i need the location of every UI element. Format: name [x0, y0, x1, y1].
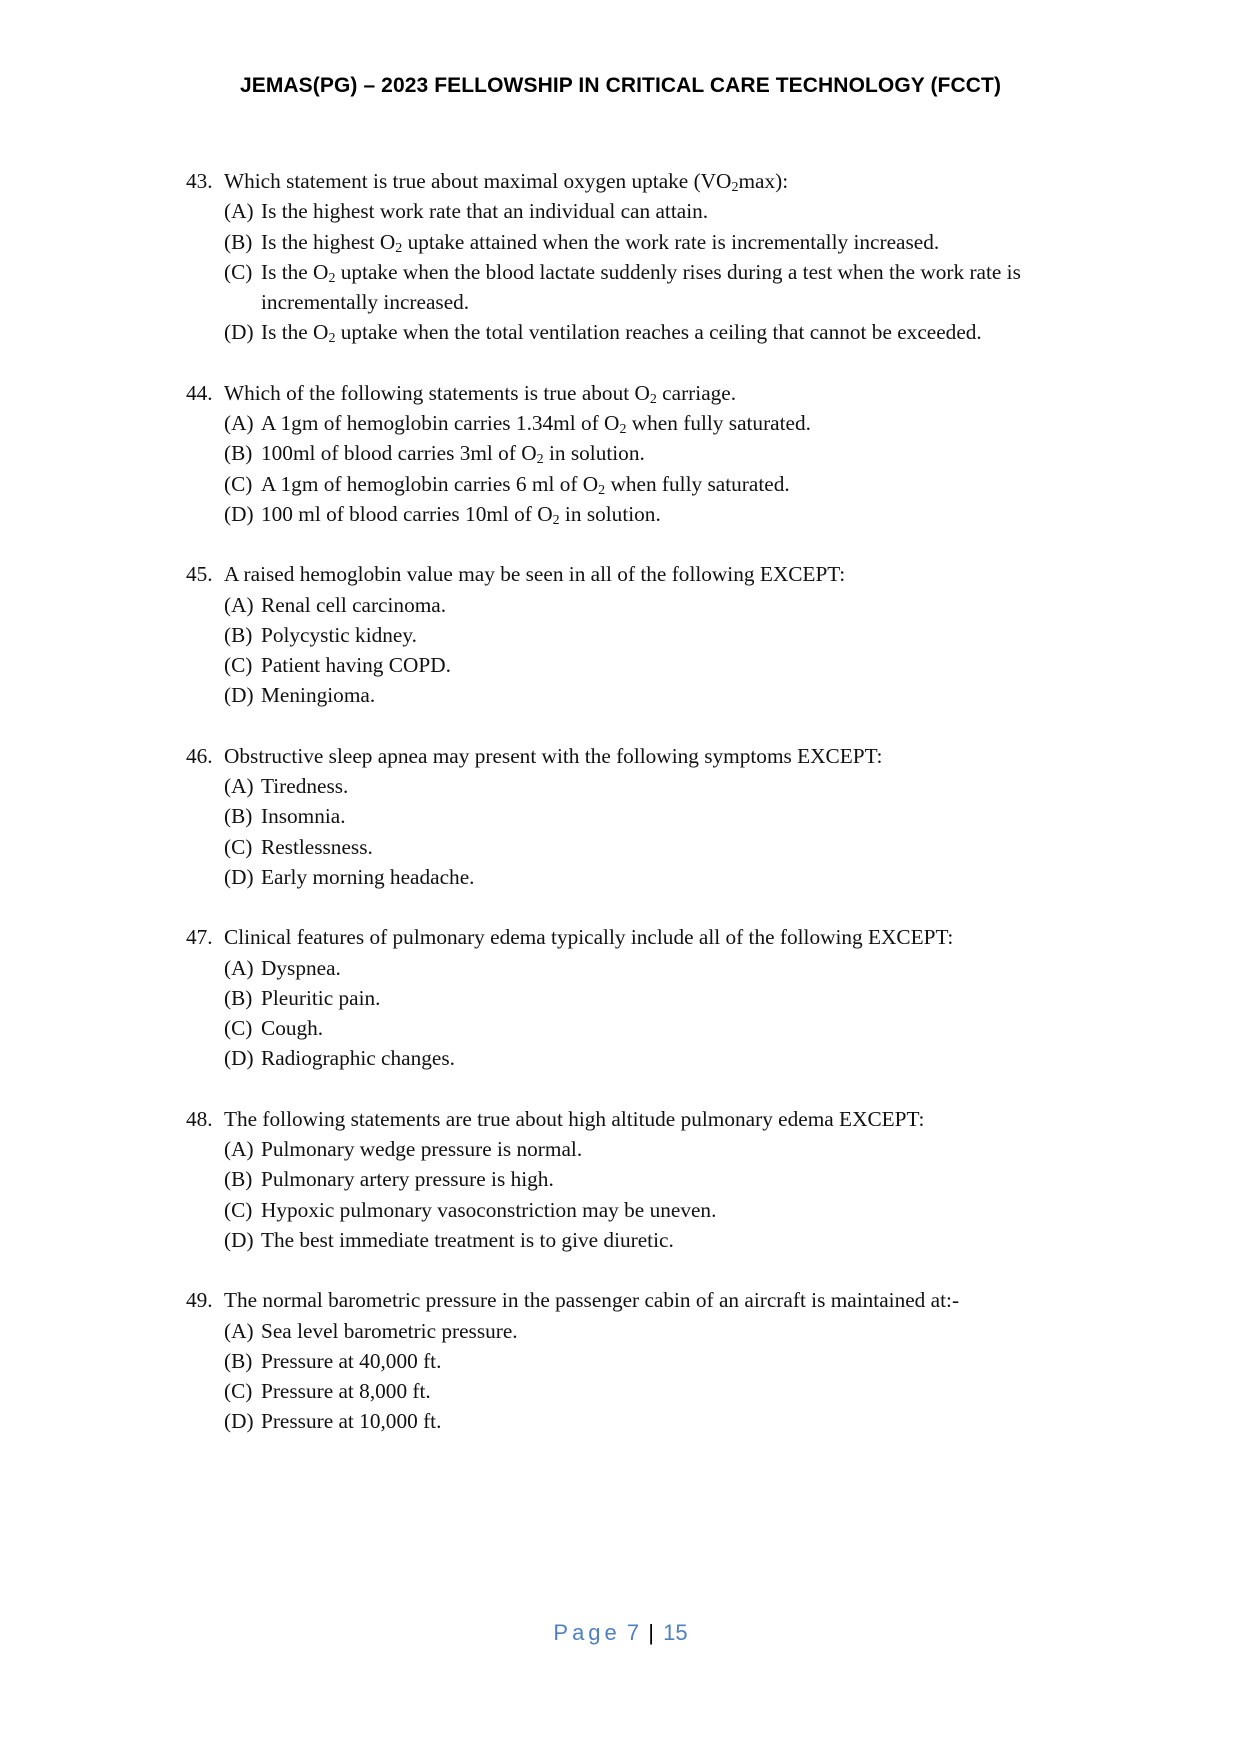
option-text: Polycystic kidney.: [261, 622, 417, 647]
option-text: Hypoxic pulmonary vasoconstriction may be uneven.: [261, 1197, 717, 1222]
question-text: The normal barometric pressure in the passenger cabin of an aircraft is maintained at:-: [224, 1288, 960, 1313]
option-b: [186, 801, 1086, 831]
option-label: (B): [224, 1167, 253, 1192]
page-footer: [0, 1620, 1241, 1646]
option-text: Pleuritic pain.: [261, 985, 381, 1010]
option-label: (D): [224, 683, 254, 708]
question-stem: [186, 922, 1086, 952]
question-stem: [186, 741, 1086, 771]
option-label: (C): [224, 259, 253, 284]
option-text: Pressure at 10,000 ft.: [261, 1409, 442, 1434]
option-text: Early morning headache.: [261, 864, 475, 889]
question-49: [186, 1285, 1086, 1436]
option-text: Renal cell carcinoma.: [261, 592, 447, 617]
option-text: A 1gm of hemoglobin carries 1.34ml of $O_2$ when fully saturated.: [261, 411, 811, 438]
option-text: Dyspnea.: [261, 955, 341, 980]
option-c: [186, 1376, 1086, 1406]
question-stem: [186, 166, 1086, 196]
option-a: [186, 590, 1086, 620]
option-label: (B): [224, 229, 253, 254]
option-label: (B): [224, 985, 253, 1010]
option-b: [186, 227, 1086, 257]
option-text: Patient having COPD.: [261, 653, 451, 678]
option-text: Sea level barometric pressure.: [261, 1318, 518, 1343]
option-label: (C): [224, 1197, 253, 1222]
option-d: [186, 499, 1086, 529]
option-c: [186, 257, 1086, 318]
question-44: [186, 378, 1086, 529]
question-text: Clinical features of pulmonary edema typically include all of the following EXCEPT:: [224, 925, 954, 950]
option-c: [186, 1195, 1086, 1225]
option-d: [186, 1225, 1086, 1255]
option-label: (A): [224, 955, 254, 980]
option-c: [186, 469, 1086, 499]
option-a: [186, 196, 1086, 226]
option-text: The best immediate treatment is to give diuretic.: [261, 1227, 674, 1252]
option-text: Is the highest $O_2$ uptake attained when the work rate is incrementally increased.: [261, 229, 940, 256]
question-text: A raised hemoglobin value may be seen in all of the following EXCEPT:: [224, 562, 846, 587]
header-title: JEMAS(PG) – 2023 FELLOWSHIP IN CRITICAL CARE TECHNOLOGY (FCCT): [239, 74, 1002, 97]
option-c: [186, 832, 1086, 862]
question-45: [186, 559, 1086, 710]
option-text: Is the highest work rate that an individual can attain.: [261, 199, 709, 224]
option-label: (A): [224, 1318, 254, 1343]
option-label: (A): [224, 411, 254, 436]
option-label: (C): [224, 834, 253, 859]
option-label: (D): [224, 1227, 254, 1252]
option-c: [186, 1013, 1086, 1043]
total-pages: 15: [663, 1620, 688, 1645]
page-separator: |: [648, 1620, 654, 1645]
question-number: 44.: [186, 380, 213, 405]
option-label: (D): [224, 320, 254, 345]
option-label: (C): [224, 471, 253, 496]
option-c: [186, 650, 1086, 680]
option-text: A 1gm of hemoglobin carries 6 ml of $O_2$ when fully saturated.: [261, 471, 790, 498]
option-label: (A): [224, 199, 254, 224]
question-number: 43.: [186, 169, 213, 193]
option-a: [186, 771, 1086, 801]
question-48: [186, 1104, 1086, 1255]
option-text: Radiographic changes.: [261, 1046, 455, 1071]
option-text: Cough.: [261, 1016, 324, 1041]
option-a: [186, 408, 1086, 438]
option-d: [186, 1406, 1086, 1436]
option-text: Meningioma.: [261, 683, 376, 708]
option-text: Pulmonary wedge pressure is normal.: [261, 1137, 583, 1162]
option-d: [186, 317, 1086, 347]
question-text: Obstructive sleep apnea may present with the following symptoms EXCEPT:: [224, 743, 883, 768]
option-text: Is the $O_2$ uptake when the total ventilation reaches a ceiling that cannot be exceeded.: [261, 320, 982, 347]
option-label: (A): [224, 592, 254, 617]
question-number: 45.: [186, 562, 213, 587]
option-a: [186, 953, 1086, 983]
option-text: 100ml of blood carries 3ml of $O_2$ in solution.: [261, 441, 645, 468]
option-d: [186, 680, 1086, 710]
page-word: Page: [553, 1620, 621, 1645]
option-label: (A): [224, 774, 254, 799]
option-label: (B): [224, 622, 253, 647]
option-b: [186, 1164, 1086, 1194]
question-number: 47.: [186, 925, 213, 950]
question-number: 46.: [186, 743, 213, 768]
option-label: (B): [224, 441, 253, 466]
question-number: 49.: [186, 1288, 213, 1313]
option-d: [186, 862, 1086, 892]
option-label: (B): [224, 804, 253, 829]
option-text: Restlessness.: [261, 834, 373, 859]
option-d: [186, 1043, 1086, 1073]
question-47: [186, 922, 1086, 1073]
option-label: (D): [224, 1046, 254, 1071]
page-header: [0, 74, 1241, 98]
option-a: [186, 1134, 1086, 1164]
question-stem: [186, 1104, 1086, 1134]
question-text: The following statements are true about high altitude pulmonary edema EXCEPT:: [224, 1106, 925, 1131]
option-b: [186, 983, 1086, 1013]
question-text: Which statement is true about maximal oxygen uptake $(VO_2\max)$:: [224, 169, 789, 195]
page-number: 7: [626, 1620, 640, 1645]
question-number: 48.: [186, 1106, 213, 1131]
option-label: (B): [224, 1348, 253, 1373]
option-a: [186, 1316, 1086, 1346]
option-b: [186, 620, 1086, 650]
question-stem: [186, 1285, 1086, 1315]
option-text: Pulmonary artery pressure is high.: [261, 1167, 554, 1192]
option-text: Pressure at 40,000 ft.: [261, 1348, 442, 1373]
option-label: (D): [224, 1409, 254, 1434]
option-label: (D): [224, 501, 254, 526]
option-label: (A): [224, 1137, 254, 1162]
option-label: (C): [224, 1016, 253, 1041]
option-text: 100 ml of blood carries 10ml of $O_2$ in solution.: [261, 501, 661, 528]
option-label: (C): [224, 1379, 253, 1404]
option-label: (C): [224, 653, 253, 678]
option-b: [186, 438, 1086, 468]
option-text: Pressure at 8,000 ft.: [261, 1379, 431, 1404]
question-stem: [186, 378, 1086, 408]
question-43: [186, 166, 1086, 348]
option-text: Is the $O_2$ uptake when the blood lactate suddenly rises during a test when the work rate is incrementally increased.: [261, 259, 1021, 315]
option-text: Tiredness.: [261, 774, 349, 799]
question-46: [186, 741, 1086, 892]
option-b: [186, 1346, 1086, 1376]
question-list: [186, 166, 1086, 1467]
question-stem: [186, 559, 1086, 589]
option-text: Insomnia.: [261, 804, 346, 829]
question-text: Which of the following statements is true about $O_2$ carriage.: [224, 380, 737, 407]
option-label: (D): [224, 864, 254, 889]
